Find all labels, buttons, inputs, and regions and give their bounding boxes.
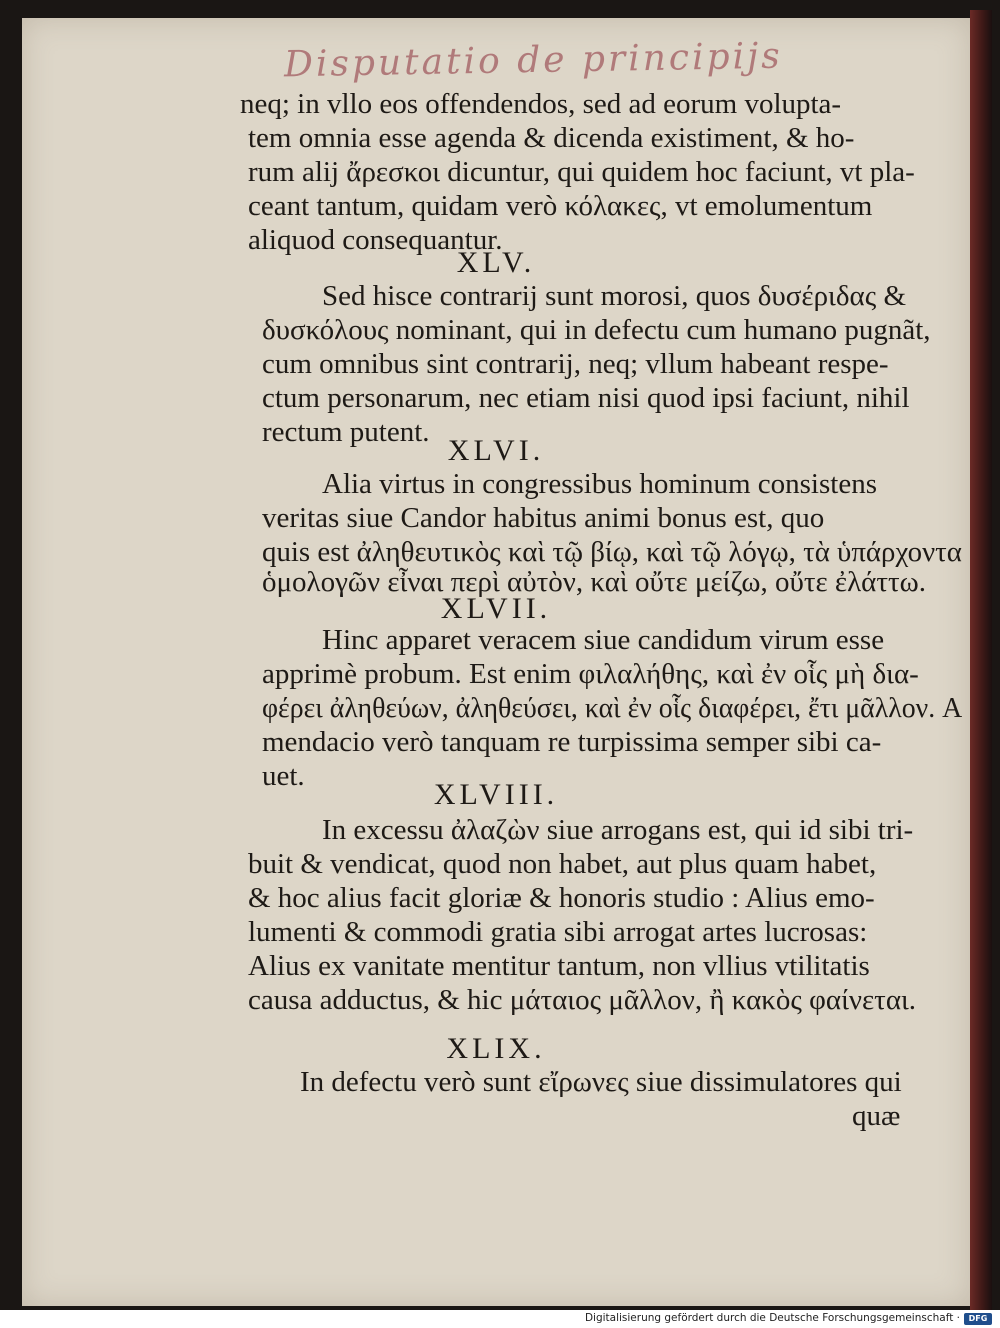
footer-credit: Digitalisierung gefördert durch die Deutsche Forschungsgemeinschaft · xyxy=(584,1312,960,1324)
section-heading: XLV. xyxy=(456,246,536,279)
text-line: Alia virtus in congressibus hominum consistens xyxy=(322,468,877,500)
text-line: lumenti & commodi gratia sibi arrogat artes lucrosas: xyxy=(248,916,868,948)
section-heading: XLVIII. xyxy=(433,778,559,811)
text-line: tem omnia esse agenda & dicenda existiment, & ho- xyxy=(248,122,855,154)
text-line: causa adductus, & hic μάταιος μᾶλλον, ἢ κακὸς φαίνεται. xyxy=(248,984,917,1016)
text-line: veritas siue Candor habitus animi bonus est, quo xyxy=(262,502,825,534)
text-line: aliquod consequantur. xyxy=(248,224,503,256)
book-spine-edge xyxy=(970,10,992,1310)
text-line: mendacio verò tanquam re turpissima semper sibi ca- xyxy=(262,726,882,758)
handwritten-margin-note: Disputatio de principijs xyxy=(283,35,784,86)
text-line: quæ xyxy=(852,1100,901,1132)
text-line: Alius ex vanitate mentitur tantum, non vllius vtilitatis xyxy=(248,950,870,982)
text-line: buit & vendicat, quod non habet, aut plus quam habet, xyxy=(248,848,877,880)
text-line: cum omnibus sint contrarij, neq; vllum habeant respe- xyxy=(262,348,889,380)
section-heading: XLIX. xyxy=(446,1032,546,1065)
text-line: ctum personarum, nec etiam nisi quod ipsi faciunt, nihil xyxy=(262,382,910,414)
footer-bar xyxy=(0,1310,1000,1328)
text-line: rectum putent. xyxy=(262,416,430,448)
book-page xyxy=(22,18,970,1306)
text-line: neq; in vllo eos offendendos, sed ad eorum volupta- xyxy=(240,88,842,120)
text-line: δυσκόλους nominant, qui in defectu cum humano pugnãt, xyxy=(262,314,931,346)
text-line: & hoc alius facit gloriæ & honoris studio : Alius emo- xyxy=(248,882,875,914)
text-line: In defectu verò sunt εἴρωνες siue dissimulatores qui xyxy=(300,1066,902,1098)
dfg-logo: DFG xyxy=(964,1313,992,1325)
text-line: quis est ἀληθευτικὸς καὶ τῷ βίῳ, καὶ τῷ λόγῳ, τὰ ὑπάρχοντα xyxy=(262,536,962,568)
section-heading: XLVII. xyxy=(440,592,552,625)
text-line: uet. xyxy=(262,760,305,792)
text-line: ὁμολογῶν εἶναι περὶ αὐτὸν, καὶ οὔτε μείζω, οὔτε ἐλάττω. xyxy=(262,566,927,598)
section-heading: XLVI. xyxy=(447,434,545,467)
text-line: Sed hisce contrarij sunt morosi, quos δυσέριδας & xyxy=(322,280,907,312)
text-line: ceant tantum, quidam verò κόλακες, vt emolumentum xyxy=(248,190,873,222)
text-line: Hinc apparet veracem siue candidum virum esse xyxy=(322,624,885,656)
text-line: φέρει ἀληθεύων, ἀληθεύσει, καὶ ἐν οἷς διαφέρει, ἔτι μᾶλλον. A xyxy=(262,692,963,724)
text-line: In excessu ἀλαζὼν siue arrogans est, qui id sibi tri- xyxy=(322,814,914,846)
text-line: rum alij ἄρεσκοι dicuntur, qui quidem hoc faciunt, vt pla- xyxy=(248,156,915,188)
text-line: apprimè probum. Est enim φιλαλήθης, καὶ ἐν οἷς μὴ δια- xyxy=(262,658,919,690)
